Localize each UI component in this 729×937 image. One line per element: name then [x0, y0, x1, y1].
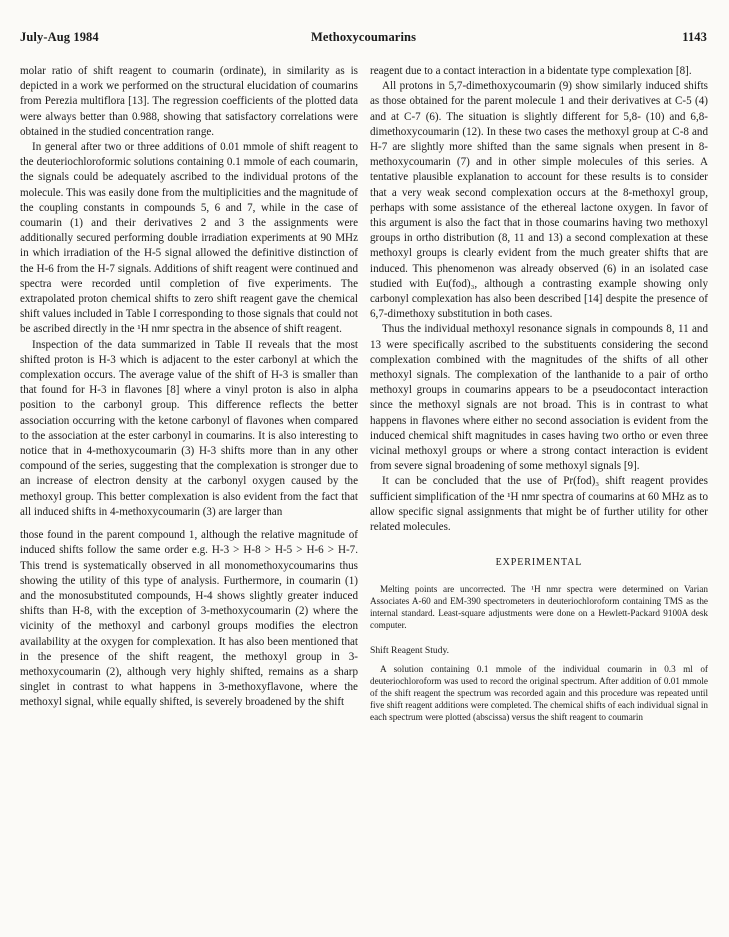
issue-date: July-Aug 1984	[20, 30, 99, 44]
paragraph: It can be concluded that the use of Pr(fod)₃ shift reagent provides sufficient simplification of the ¹H nmr spectra of coumarins at 60 MHz as to allow specific signal assignments that might be of further utility for other related molecules.	[370, 475, 709, 534]
section-heading: EXPERIMENTAL	[495, 557, 583, 569]
paragraph: Thus the individual methoxyl resonance signals in compounds 8, 11 and 13 were specifically ascribed to the substituents considering the second complexation combined with the magnitudes of the shifts of all other methoxyl signals. The complexation of the lanthanide to a pair of ortho methoxyl groups in coumarins appears to be a pseudocontact interaction since the methoxyl signals are not broad. This is in contrast to what happens in flavones where either no second association is evident from the induced chemical shift magnitudes in cases having two ortho or even three vicinal methoxyl groups or where a strong contact interaction is evident from severe signal broadening of some methoxyl signals [9].	[370, 323, 708, 473]
subsection-heading: Shift Reagent Study.	[370, 644, 450, 656]
running-title: Methoxycoumarins	[310, 30, 417, 44]
experimental-section	[370, 583, 708, 723]
paragraph: Melting points are uncorrected. The ¹H nmr spectra were determined on Varian Associates A-60 and EM-390 spectrometers in deuteriochloroform containing TMS as the internal standard. Least-square adjustments were done on a Hewlett-Packard 9100A desk computer.	[370, 583, 708, 630]
paragraph: reagent due to a contact interaction in a bidentate type complexation [8].	[370, 65, 692, 77]
right-column	[370, 64, 708, 723]
left-column	[20, 64, 358, 711]
paragraph: molar ratio of shift reagent to coumarin (ordinate), in similarity as is depicted in a work we performed on the structural elucidation of coumarins from Perezia multiflora [13]. The regression coefficients of the plotted data were always better than 0.988, showing that satisfactory correlations were obtained in the studied concentration range.	[20, 65, 358, 138]
paragraph: In general after two or three additions of 0.01 mmole of shift reagent to the deuteriochloroformic solutions containing 0.1 mmole of each coumarin, the signals could be adequately ascribed to the individual protons of the molecule. This was easily done from the multiplicities and the magnitude of the coupling constants in compounds 5, 6 and 7, while in the case of coumarin (1) and their derivatives 2 and 3 the assignments were additionally secured performing double irradiation experiments at 90 MHz in which irradiation of the H-5 signal allowed the definitive distinction of the H-6 from the H-7 signals. Additions of shift reagent were continued and spectra were recorded until completion of five experiments. The extrapolated proton chemical shifts to zero shift reagent gave the chemical shift values included in Table I corresponding to those signals that could not be ascribed directly in the ¹H nmr spectra in the absence of shift reagent.	[20, 141, 358, 336]
paragraph: those found in the parent compound 1, although the relative magnitude of induced shifts follow the same order e.g. H-3 > H-8 > H-5 > H-6 > H-7. This trend is systematically observed in all monomethoxycoumarins thus showing the utility of this type of analysis. Furthermore, in coumarin (1) and the monosubstituted compounds, H-4 shows slightly greater induced shifts than H-8, with the exception of 3-methoxycoumarin (2) where the vicinity of the methoxyl and carbonyl groups modifies the electron availability at the oxygen for complexation. It has also been mentioned that in the presence of the shift reagent, the methoxyl group in 3-methoxycoumarin (2), although very highly shifted, remains as a sharp singlet in contrast to what happens in 3-methoxyflavone, where the methoxyl signal, while equally shifted, is severely broadened by the shift	[20, 529, 358, 709]
paragraph: All protons in 5,7-dimethoxycoumarin (9) show similarly induced shifts as those obtained for the parent molecule 1 and their derivatives at C-5 (4) and at C-7 (6). The situation is slightly different for 5,8- (10) and 6,8-dimethoxycoumarin (12). In these two cases the methoxyl group at C-8 and H-7 are slightly more shifted than the same signals when present in 8-methoxycoumarin (7) and in other simple molecules of this series. A tentative plausible explanation to account for these results is to consider that a very weak second complexation occurs at the 8-methoxyl group, perhaps with some assistance of the ethereal lactone oxygen. In favor of this argument is also the fact that in those coumarins having two methoxyl groups in ortho distribution (8, 11 and 13) a second complexation at these methoxyl groups is clearly evident from the much greater shifts that are induced. This phenomenon was already observed (6) in an isolated case studied with Eu(fod)₃, although a contrasting example showing only carbonyl complexation has also been described [14] despite the presence of 6,7-dimethoxy substitution in both cases.	[370, 80, 708, 321]
page-number: 1143	[682, 30, 707, 44]
paragraph: A solution containing 0.1 mmole of the individual coumarin in 0.3 ml of deuteriochloroform was used to record the original spectrum. After addition of 0.01 mmole of the shift reagent the spectrum was recorded again and this procedure was repeated until five shift reagent additions were completed. The chemical shifts of each individual signal in each spectrum were plotted (abscissa) versus the shift reagent to coumarin	[370, 663, 708, 722]
paragraph: Inspection of the data summarized in Table II reveals that the most shifted proton is H-3 which is adjacent to the ester carbonyl at which the complexation occurs. The average value of the shift of H-3 is smaller than that found for H-3 in flavones [8] where a vinyl proton is also in alpha position to the carbonyl group. This difference reflects the better association occurring with the ketone carbonyl of flavones when compared to the association at the ester carbonyl in coumarins. It is also interesting to notice that in 4-methoxycoumarin (3) H-3 shifts more than in any other compound of the series, suggesting that the complexation is stronger due to an increase of electron density at the carbonyl oxygen caused by the methoxyl group. This better complexation is also evident from the fact that all induced shifts in 4-methoxycoumarin (3) are larger than	[20, 338, 358, 518]
